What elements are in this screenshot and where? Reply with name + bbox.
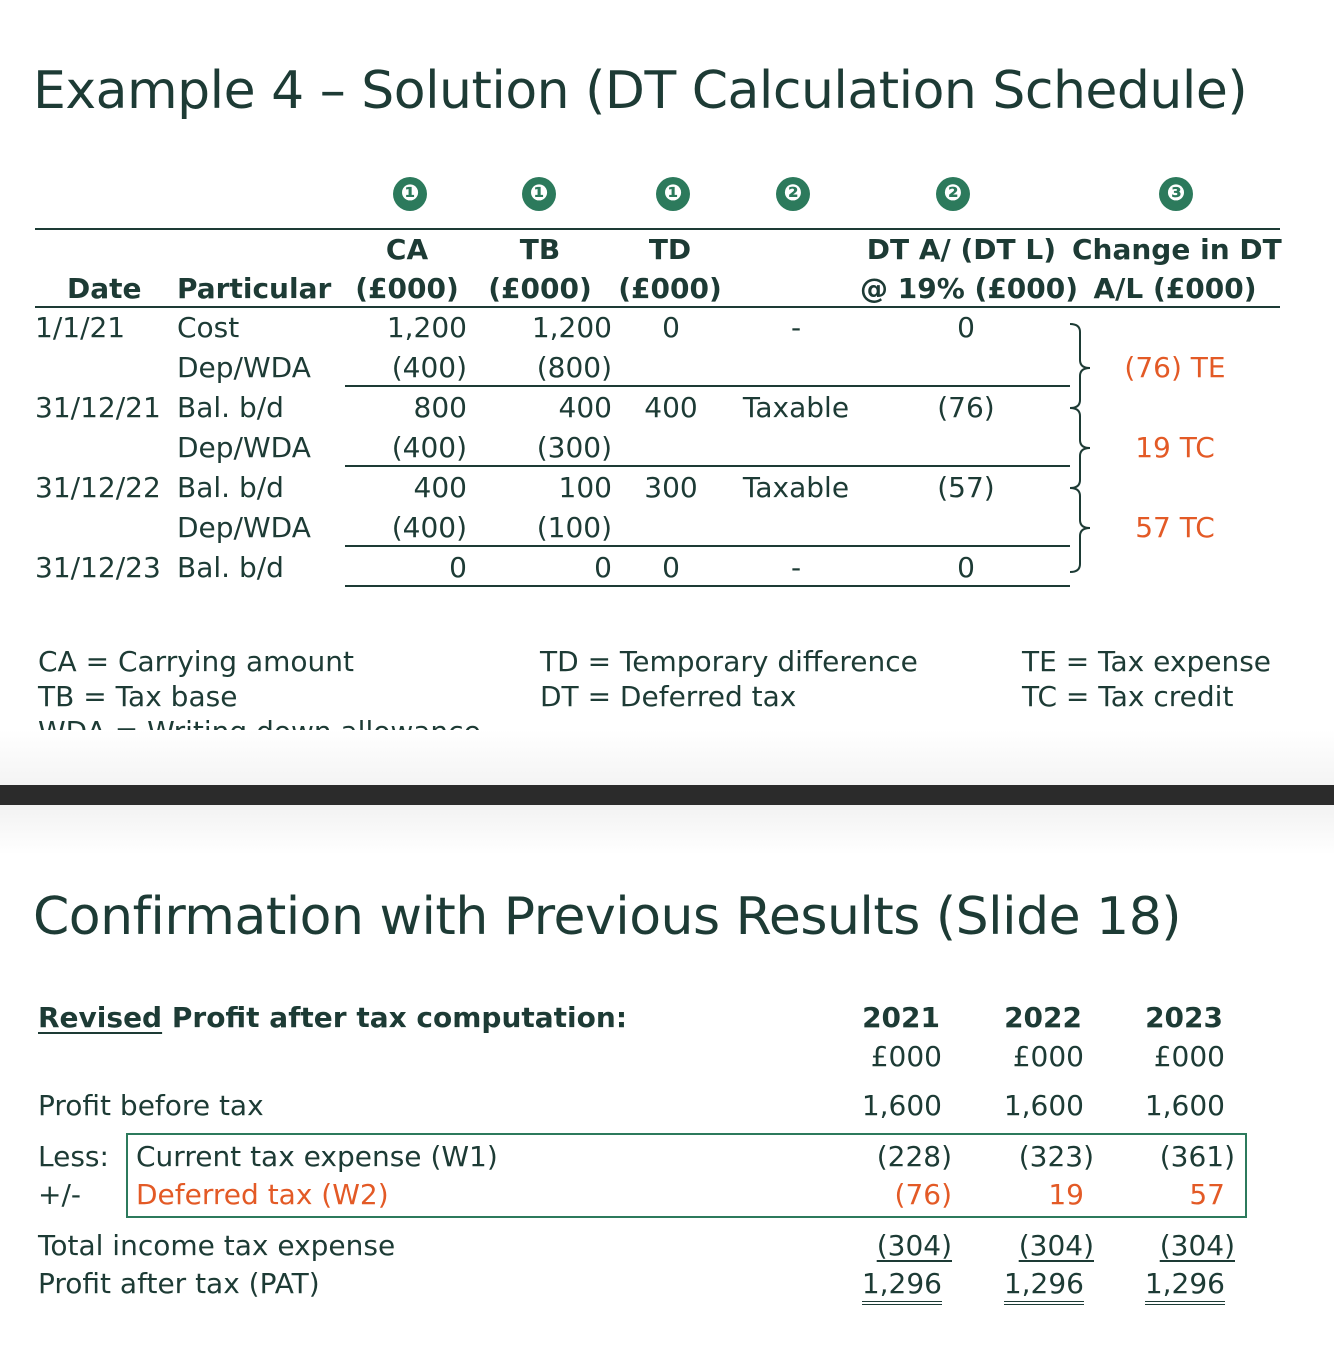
- subtotal-rule: [345, 545, 1070, 547]
- row-ca: 0: [449, 551, 467, 584]
- header-particular: Particular: [177, 272, 332, 305]
- pat-heading-revised: Revised: [38, 1001, 163, 1034]
- tite-2023: [1113, 1229, 1235, 1263]
- row-particular: Dep/WDA: [177, 511, 311, 544]
- tite-2022-value: (304): [1018, 1229, 1094, 1262]
- row-date: 1/1/21: [35, 311, 126, 344]
- brace-2023: [1070, 488, 1090, 572]
- tite-2021: [830, 1229, 952, 1263]
- slide-shadow-top: [0, 730, 1334, 785]
- header-tb-2: (£000): [488, 272, 592, 305]
- row-tb: (100): [536, 511, 612, 544]
- marker-1-ca: ❶: [393, 177, 427, 211]
- pat-2022-value: 1,296: [1004, 1267, 1084, 1305]
- row-date: 31/12/21: [35, 391, 161, 424]
- pat-2021-value: 1,296: [862, 1267, 942, 1305]
- legend-tb: TB = Tax base: [38, 680, 238, 713]
- page-title: Example 4 – Solution (DT Calculation Schedule): [33, 61, 1248, 121]
- row-td: 400: [644, 391, 698, 424]
- row-tb: 1,200: [531, 311, 612, 344]
- pbt-2023: 1,600: [1144, 1089, 1225, 1122]
- slide-divider: [0, 785, 1334, 805]
- header-ca-1: CA: [385, 233, 429, 266]
- less-label: Less:: [38, 1140, 109, 1173]
- row-particular: Dep/WDA: [177, 351, 311, 384]
- row-nature: -: [790, 311, 802, 344]
- pat-2023-value: 1,296: [1145, 1267, 1225, 1305]
- header-change-2: A/L (£000): [1093, 272, 1257, 305]
- row-tb: (300): [536, 431, 612, 464]
- row-date: 31/12/23: [35, 551, 161, 584]
- change-2023: 57 TC: [1135, 511, 1215, 544]
- pat-2021: [830, 1267, 942, 1301]
- pbt-2021: 1,600: [861, 1089, 942, 1122]
- pat-heading-rest: Profit after tax computation:: [162, 1001, 628, 1034]
- pbt-label: Profit before tax: [38, 1089, 264, 1122]
- row-td: 0: [662, 551, 680, 584]
- pat-label: Profit after tax (PAT): [38, 1267, 320, 1300]
- pat-2023: [1113, 1267, 1225, 1301]
- current-tax-2022: (323): [1018, 1140, 1094, 1173]
- row-dt: (76): [937, 391, 995, 424]
- row-nature: Taxable: [742, 391, 850, 424]
- row-particular: Dep/WDA: [177, 431, 311, 464]
- row-ca: 1,200: [386, 311, 467, 344]
- deferred-tax-label: Deferred tax (W2): [136, 1178, 389, 1211]
- row-tb: 0: [594, 551, 612, 584]
- legend-td: TD = Temporary difference: [540, 645, 918, 678]
- legend-ca: CA = Carrying amount: [38, 645, 355, 678]
- marker-2-nature: ❷: [776, 177, 810, 211]
- row-td: 300: [644, 471, 698, 504]
- legend-tc: TC = Tax credit: [1022, 680, 1234, 713]
- row-date: 31/12/22: [35, 471, 161, 504]
- section-title: Confirmation with Previous Results (Slide 18): [33, 887, 1182, 947]
- subtotal-rule: [345, 465, 1070, 467]
- current-tax-2021: (228): [876, 1140, 952, 1173]
- row-ca: (400): [391, 431, 467, 464]
- row-ca: 400: [413, 471, 467, 504]
- deferred-tax-2021: (76): [894, 1178, 952, 1211]
- unit-2021: £000: [870, 1040, 942, 1073]
- row-ca: (400): [391, 511, 467, 544]
- marker-1-td: ❶: [656, 177, 690, 211]
- row-td: 0: [662, 311, 680, 344]
- subtotal-rule: [345, 385, 1070, 387]
- header-tb-1: TB: [519, 233, 561, 266]
- header-ca-2: (£000): [355, 272, 459, 305]
- marker-2-dt: ❷: [936, 177, 970, 211]
- table-top-rule: [35, 228, 1280, 230]
- plusminus-label: +/-: [38, 1178, 81, 1211]
- deferred-tax-2023: 57: [1189, 1178, 1225, 1211]
- change-braces: [1066, 318, 1106, 580]
- current-tax-2023: (361): [1159, 1140, 1235, 1173]
- slide-shadow-bottom: [0, 805, 1334, 855]
- header-td-1: TD: [648, 233, 692, 266]
- final-rule: [345, 585, 1070, 587]
- pat-heading: [38, 1001, 627, 1035]
- row-ca: 800: [413, 391, 467, 424]
- marker-3-change: ❸: [1159, 177, 1193, 211]
- header-td-2: (£000): [618, 272, 722, 305]
- row-nature: Taxable: [742, 471, 850, 504]
- tite-label: Total income tax expense: [38, 1229, 396, 1262]
- legend-te: TE = Tax expense: [1022, 645, 1272, 678]
- row-ca: (400): [391, 351, 467, 384]
- brace-2021: [1070, 324, 1090, 408]
- current-tax-label: Current tax expense (W1): [136, 1140, 498, 1173]
- row-tb: 400: [558, 391, 612, 424]
- unit-2023: £000: [1153, 1040, 1225, 1073]
- header-change-1: Change in DT: [1072, 233, 1282, 266]
- row-dt: 0: [957, 551, 975, 584]
- pat-2022: [972, 1267, 1084, 1301]
- row-particular: Cost: [177, 311, 240, 344]
- row-dt: 0: [957, 311, 975, 344]
- legend-dt: DT = Deferred tax: [540, 680, 797, 713]
- change-2022: 19 TC: [1135, 431, 1215, 464]
- row-nature: -: [790, 551, 802, 584]
- change-2021: (76) TE: [1124, 351, 1226, 384]
- row-particular: Bal. b/d: [177, 471, 284, 504]
- header-bottom-rule: [35, 306, 1280, 308]
- unit-2022: £000: [1012, 1040, 1084, 1073]
- row-tb: (800): [536, 351, 612, 384]
- year-2023: 2023: [1145, 1001, 1223, 1034]
- row-dt: (57): [937, 471, 995, 504]
- tite-2021-value: (304): [876, 1229, 952, 1262]
- row-tb: 100: [558, 471, 612, 504]
- brace-2022: [1070, 408, 1090, 488]
- tite-2023-value: (304): [1159, 1229, 1235, 1262]
- tite-2022: [972, 1229, 1094, 1263]
- pbt-2022: 1,600: [1003, 1089, 1084, 1122]
- header-dt-2: @ 19% (£000): [860, 272, 1079, 305]
- marker-1-tb: ❶: [522, 177, 556, 211]
- header-dt-1: DT A/ (DT L): [866, 233, 1056, 266]
- header-date: Date: [67, 272, 142, 305]
- row-particular: Bal. b/d: [177, 551, 284, 584]
- deferred-tax-2022: 19: [1048, 1178, 1084, 1211]
- row-particular: Bal. b/d: [177, 391, 284, 424]
- year-2021: 2021: [862, 1001, 940, 1034]
- year-2022: 2022: [1004, 1001, 1082, 1034]
